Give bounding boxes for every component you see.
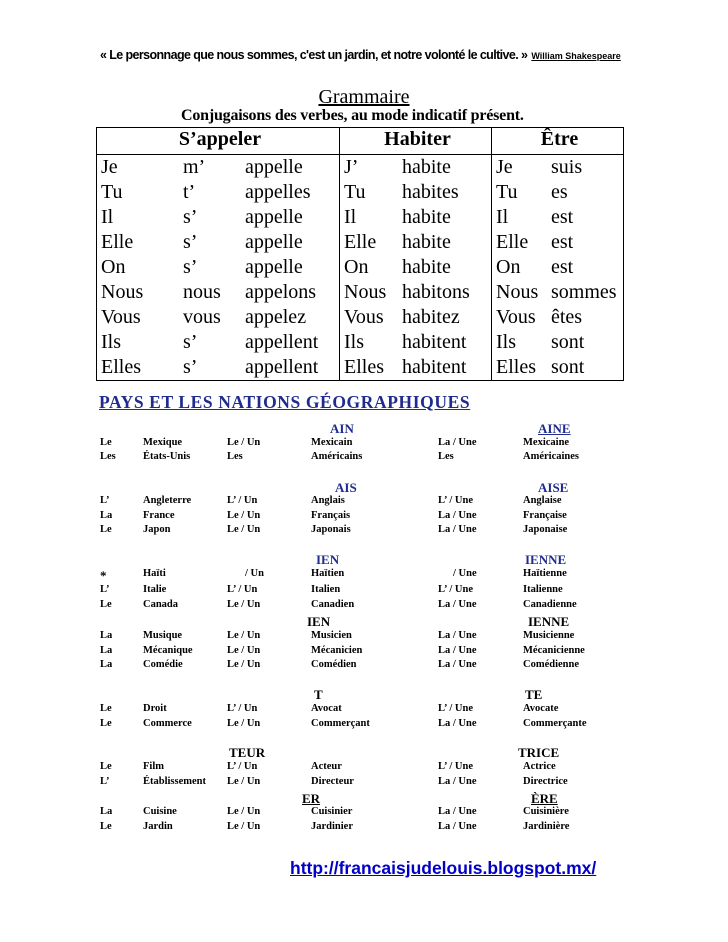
determiner-f: La / Une xyxy=(438,806,477,817)
determiner-m: Le / Un xyxy=(227,776,261,787)
article: La xyxy=(100,510,113,521)
nation-row xyxy=(0,703,728,717)
suffix-feminine: IENNE xyxy=(528,614,570,629)
determiner-m: L’ / Un xyxy=(227,584,258,595)
nation-row xyxy=(0,584,728,598)
determiner-f: La / Une xyxy=(438,776,477,787)
conjugation-line xyxy=(101,330,339,355)
determiner-f: La / Une xyxy=(438,659,477,670)
pronoun: Vous xyxy=(496,306,536,328)
determiner-m: Le / Un xyxy=(227,599,261,610)
word-f: Haïtienne xyxy=(523,568,567,579)
verb-form: habitent xyxy=(402,331,467,353)
nation-row xyxy=(0,645,728,659)
quote xyxy=(100,48,621,62)
article: Le xyxy=(100,703,112,714)
conjugation-line xyxy=(101,355,339,380)
noun: Japon xyxy=(143,524,171,535)
pronoun: Il xyxy=(496,206,509,228)
verb-form: appelle xyxy=(245,256,303,278)
word-f: Musicienne xyxy=(523,630,575,641)
determiner-f: La / Une xyxy=(438,821,477,832)
verb-form: appelle xyxy=(245,206,303,228)
nation-row xyxy=(0,659,728,673)
verb-form: es xyxy=(551,181,568,203)
word-m: Comédien xyxy=(311,659,357,670)
reflexive-pronoun: s’ xyxy=(183,331,198,353)
pronoun: Elle xyxy=(344,231,377,253)
determiner-m: L’ / Un xyxy=(227,761,258,772)
word-m: Français xyxy=(311,510,351,521)
word-m: Directeur xyxy=(311,776,354,787)
habiter-conjugation xyxy=(340,155,492,381)
pronoun: Vous xyxy=(344,306,384,328)
conjugation-line xyxy=(101,230,339,255)
pronoun: Elle xyxy=(496,231,529,253)
conjugation-line xyxy=(496,280,623,305)
verb-form: sommes xyxy=(551,281,617,303)
suffix-feminine: ÈRE xyxy=(531,791,558,806)
pronoun: On xyxy=(496,256,521,278)
pronoun: J’ xyxy=(344,156,359,178)
noun: Jardin xyxy=(143,821,173,832)
word-f: Canadienne xyxy=(523,599,577,610)
pronoun: Elle xyxy=(101,231,134,253)
reflexive-pronoun: vous xyxy=(183,306,221,328)
conjugation-line xyxy=(344,280,491,305)
pronoun: Tu xyxy=(496,181,518,203)
article: Le xyxy=(100,599,112,610)
verb-form: appellent xyxy=(245,331,319,353)
pronoun: Elles xyxy=(496,356,536,378)
nation-row xyxy=(0,630,728,644)
word-f: Directrice xyxy=(523,776,568,787)
article: La xyxy=(100,645,113,656)
pronoun: Je xyxy=(496,156,513,178)
pronoun: Vous xyxy=(101,306,141,328)
determiner-m: Le / Un xyxy=(227,821,261,832)
article: La xyxy=(100,630,113,641)
word-f: Avocate xyxy=(523,703,559,714)
determiner-f: La / Une xyxy=(438,718,477,729)
verb-form: habite xyxy=(402,256,451,278)
determiner-f: L’ / Une xyxy=(438,495,474,506)
word-f: Jardinière xyxy=(523,821,570,832)
verb-form: appelles xyxy=(245,181,311,203)
verb-form: est xyxy=(551,256,574,278)
reflexive-pronoun: m’ xyxy=(183,156,206,178)
pronoun: Ils xyxy=(496,331,516,353)
noun: États-Unis xyxy=(143,451,191,462)
determiner-f: La / Une xyxy=(438,524,477,535)
nation-row xyxy=(0,718,728,732)
reflexive-pronoun: s’ xyxy=(183,356,198,378)
suffix-feminine: AINE xyxy=(538,421,571,436)
article: Le xyxy=(100,821,112,832)
nation-row xyxy=(0,510,728,524)
word-f: Japonaise xyxy=(523,524,568,535)
verb-form: habitent xyxy=(402,356,467,378)
noun: France xyxy=(143,510,175,521)
verb-form: sont xyxy=(551,331,585,353)
verb-form: sont xyxy=(551,356,585,378)
noun: Angleterre xyxy=(143,495,192,506)
verb-form: habite xyxy=(402,231,451,253)
conjugation-line xyxy=(496,155,623,180)
determiner-f: Les xyxy=(438,451,454,462)
section-title: PAYS ET LES NATIONS GÉOGRAPHIQUES xyxy=(99,392,471,412)
pronoun: Je xyxy=(101,156,118,178)
reflexive-pronoun: s’ xyxy=(183,206,198,228)
word-m: Cuisinier xyxy=(311,806,353,817)
nation-row xyxy=(0,806,728,820)
word-m: Italien xyxy=(311,584,341,595)
conjugation-line xyxy=(344,230,491,255)
conjugation-table xyxy=(96,127,624,381)
suffix-masculine: AIN xyxy=(330,421,354,436)
article: Le xyxy=(100,437,112,448)
verb-form: appellent xyxy=(245,356,319,378)
verb-form: habitons xyxy=(402,281,470,303)
determiner-f: L’ / Une xyxy=(438,761,474,772)
word-m: Acteur xyxy=(311,761,342,772)
word-f: Française xyxy=(523,510,567,521)
suffix-masculine: ER xyxy=(302,791,321,806)
conjugation-line xyxy=(496,205,623,230)
nation-row xyxy=(0,568,728,582)
determiner-f: La / Une xyxy=(438,645,477,656)
pronoun: Tu xyxy=(101,181,123,203)
pronoun: Tu xyxy=(344,181,366,203)
word-m: Japonais xyxy=(311,524,351,535)
conjugation-line xyxy=(496,330,623,355)
determiner-f: La / Une xyxy=(438,599,477,610)
word-m: Haïtien xyxy=(311,568,345,579)
reflexive-pronoun: s’ xyxy=(183,256,198,278)
word-f: Cuisinière xyxy=(523,806,569,817)
article: * xyxy=(100,568,107,583)
nation-row xyxy=(0,821,728,835)
pronoun: Ils xyxy=(101,331,121,353)
noun: Cuisine xyxy=(143,806,177,817)
word-m: Mexicain xyxy=(311,437,353,448)
conjugation-line xyxy=(101,180,339,205)
conjugation-line xyxy=(344,155,491,180)
suffix-masculine: IEN xyxy=(316,552,340,567)
conjugation-line xyxy=(344,330,491,355)
suffix-feminine: IENNE xyxy=(525,552,567,567)
pronoun: Nous xyxy=(344,281,387,303)
pronoun: Elles xyxy=(101,356,141,378)
pronoun: Elles xyxy=(344,356,384,378)
determiner-m: Le / Un xyxy=(227,524,261,535)
determiner-m: L’ / Un xyxy=(227,703,258,714)
conjugation-line xyxy=(344,305,491,330)
noun: Mexique xyxy=(143,437,183,448)
determiner-m: Le / Un xyxy=(227,437,261,448)
noun: Musique xyxy=(143,630,183,641)
conjugation-line xyxy=(344,255,491,280)
nation-row xyxy=(0,761,728,775)
pronoun: Il xyxy=(344,206,357,228)
verb-form: appelle xyxy=(245,156,303,178)
verb-form: est xyxy=(551,206,574,228)
conjugation-line xyxy=(344,355,491,380)
quote-author: William Shakespeare xyxy=(531,51,621,61)
word-f: Comédienne xyxy=(523,659,579,670)
verb-form: êtes xyxy=(551,306,583,328)
noun: Mécanique xyxy=(143,645,193,656)
suffix-masculine: AIS xyxy=(335,480,357,495)
pronoun: On xyxy=(344,256,369,278)
verb-form: appelez xyxy=(245,306,307,328)
nation-row xyxy=(0,437,728,451)
sappeler-conjugation xyxy=(97,155,340,381)
subtitle: Conjugaisons des verbes, au mode indicatif présent. xyxy=(181,107,524,124)
word-m: Américains xyxy=(311,451,363,462)
conjugation-line xyxy=(344,180,491,205)
verb-form: habites xyxy=(402,181,459,203)
verb-header-habiter: Habiter xyxy=(340,128,492,155)
suffix-masculine: TEUR xyxy=(229,745,266,760)
noun: Comédie xyxy=(143,659,183,670)
pronoun: Nous xyxy=(101,281,144,303)
noun: Film xyxy=(143,761,164,772)
pronoun: On xyxy=(101,256,126,278)
suffix-feminine: TRICE xyxy=(518,745,560,760)
conjugation-line xyxy=(496,255,623,280)
verb-form: habite xyxy=(402,156,451,178)
nation-row xyxy=(0,776,728,790)
determiner-f: / Une xyxy=(453,568,477,579)
article: La xyxy=(100,659,113,670)
word-f: Anglaise xyxy=(523,495,562,506)
noun: Commerce xyxy=(143,718,192,729)
determiner-m: Le / Un xyxy=(227,645,261,656)
noun: Droit xyxy=(143,703,167,714)
conjugation-line xyxy=(101,305,339,330)
reflexive-pronoun: s’ xyxy=(183,231,198,253)
verb-form: suis xyxy=(551,156,583,178)
determiner-f: L’ / Une xyxy=(438,703,474,714)
noun: Canada xyxy=(143,599,179,610)
determiner-m: / Un xyxy=(245,568,264,579)
reflexive-pronoun: nous xyxy=(183,281,221,303)
verb-form: habite xyxy=(402,206,451,228)
word-m: Jardinier xyxy=(311,821,353,832)
word-m: Anglais xyxy=(311,495,345,506)
article: L’ xyxy=(100,584,110,595)
article: L’ xyxy=(100,495,110,506)
article: Les xyxy=(100,451,116,462)
word-m: Commerçant xyxy=(311,718,370,729)
suffix-masculine: T xyxy=(314,687,323,702)
determiner-m: Les xyxy=(227,451,243,462)
nation-row xyxy=(0,495,728,509)
nation-row xyxy=(0,599,728,613)
word-m: Mécanicien xyxy=(311,645,363,656)
footer-link[interactable]: http://francaisjudelouis.blogspot.mx/ xyxy=(290,858,597,878)
article: La xyxy=(100,806,113,817)
nation-row xyxy=(0,524,728,538)
word-m: Avocat xyxy=(311,703,342,714)
conjugation-line xyxy=(101,280,339,305)
article: Le xyxy=(100,761,112,772)
word-f: Mécanicienne xyxy=(523,645,585,656)
suffix-feminine: TE xyxy=(525,687,543,702)
page-title: Grammaire xyxy=(318,86,410,108)
conjugation-line xyxy=(101,155,339,180)
verb-form: est xyxy=(551,231,574,253)
word-m: Canadien xyxy=(311,599,355,610)
conjugation-line xyxy=(496,180,623,205)
verb-form: habitez xyxy=(402,306,460,328)
noun: Haïti xyxy=(143,568,166,579)
determiner-f: La / Une xyxy=(438,630,477,641)
determiner-m: Le / Un xyxy=(227,630,261,641)
word-f: Italienne xyxy=(523,584,563,595)
conjugation-line xyxy=(496,355,623,380)
reflexive-pronoun: t’ xyxy=(183,181,196,203)
determiner-f: L’ / Une xyxy=(438,584,474,595)
word-f: Commerçante xyxy=(523,718,587,729)
verb-form: appelons xyxy=(245,281,317,303)
article: L’ xyxy=(100,776,110,787)
word-f: Américaines xyxy=(523,451,579,462)
conjugation-line xyxy=(344,205,491,230)
determiner-m: Le / Un xyxy=(227,806,261,817)
conjugation-line xyxy=(496,305,623,330)
word-f: Actrice xyxy=(523,761,556,772)
conjugation-line xyxy=(101,255,339,280)
determiner-m: Le / Un xyxy=(227,718,261,729)
suffix-feminine: AISE xyxy=(538,480,569,495)
nation-row xyxy=(0,451,728,465)
determiner-f: La / Une xyxy=(438,510,477,521)
article: Le xyxy=(100,524,112,535)
determiner-m: L’ / Un xyxy=(227,495,258,506)
determiner-m: Le / Un xyxy=(227,659,261,670)
pronoun: Ils xyxy=(344,331,364,353)
verb-header-etre: Être xyxy=(492,128,624,155)
pronoun: Il xyxy=(101,206,114,228)
article: Le xyxy=(100,718,112,729)
word-m: Musicien xyxy=(311,630,352,641)
conjugation-line xyxy=(101,205,339,230)
etre-conjugation xyxy=(492,155,624,381)
suffix-masculine: IEN xyxy=(307,614,331,629)
word-f: Mexicaine xyxy=(523,437,570,448)
pronoun: Nous xyxy=(496,281,539,303)
determiner-f: La / Une xyxy=(438,437,477,448)
quote-text: « Le personnage que nous sommes, c'est un jardin, et notre volonté le cultive. » xyxy=(100,48,528,62)
determiner-m: Le / Un xyxy=(227,510,261,521)
noun: Établissement xyxy=(143,776,206,787)
noun: Italie xyxy=(143,584,167,595)
verb-form: appelle xyxy=(245,231,303,253)
verb-header-sappeler: S’appeler xyxy=(97,128,340,155)
conjugation-line xyxy=(496,230,623,255)
